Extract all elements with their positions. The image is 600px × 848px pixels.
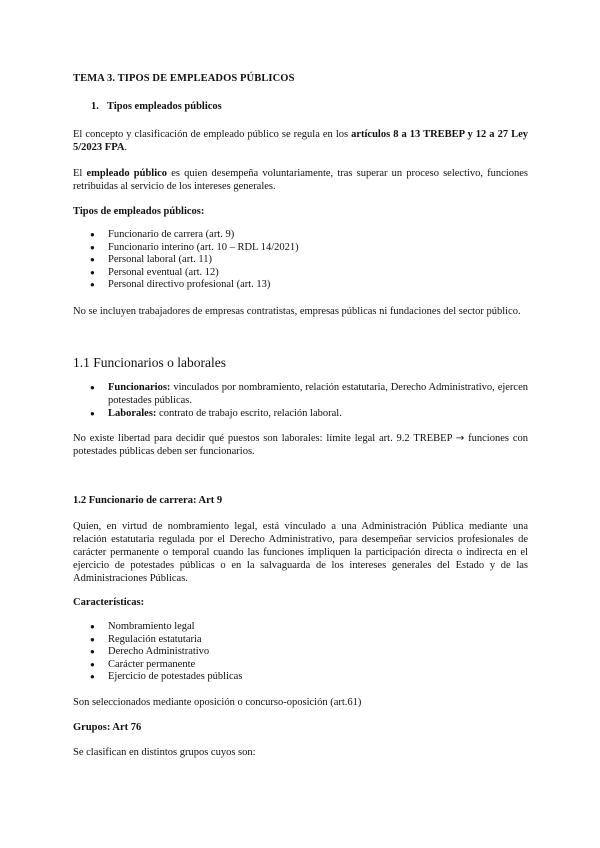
list-item bbox=[73, 407, 528, 420]
list-item: ● Personal directivo profesional (art. 13) bbox=[73, 279, 528, 292]
list-item: ● Carácter permanente bbox=[73, 659, 528, 672]
section-1-1-heading: 1.1 Funcionarios o laborales bbox=[73, 355, 226, 370]
list-item: ● Derecho Administrativo bbox=[73, 646, 528, 659]
exclusion-paragraph bbox=[73, 305, 528, 318]
section-1-title: Tipos empleados públicos bbox=[107, 101, 222, 112]
section-1-heading bbox=[91, 101, 222, 112]
career-definition-text: Quien, en virtud de nombramiento legal, está vinculado a una Administración Pública mediante una relación estatutaria regulada por el Derecho Administrativo, para desempeñar servicios profesionales de carácter permanente o temporal cuando las funciones impliquen la participación directa o indirecta en el ejercicio de potestades públicas o en la salvaguarda de los intereses generales del Estado y de las Administraciones Públicas. bbox=[73, 521, 528, 584]
list-item: ● Personal laboral (art. 11) bbox=[73, 254, 528, 267]
note-text-2: funciones con potestades públicas deben ser funcionarios. bbox=[73, 433, 528, 457]
groups-text: Se clasifican en distintos grupos cuyos son: bbox=[73, 747, 256, 758]
document-title: TEMA 3. TIPOS DE EMPLEADOS PÚBLICOS bbox=[73, 73, 295, 84]
intro-paragraph bbox=[73, 128, 528, 154]
section-1-1-list bbox=[73, 381, 528, 420]
definition-paragraph bbox=[73, 167, 528, 193]
note-text-1: No existe libertad para decidir qué puestos son laborales: límite legal art. 9.2 TREBEP bbox=[73, 433, 456, 444]
definition-text-2: es quien desempeña voluntariamente, tras superar un proceso selectivo, funciones retribuidas al servicio de los intereses generales. bbox=[73, 168, 528, 192]
list-item: ● Nombramiento legal bbox=[73, 621, 528, 634]
exclusion-text: No se incluyen trabajadores de empresas contratistas, empresas públicas ni fundaciones del sector público. bbox=[73, 306, 521, 317]
arrow-right-icon: → bbox=[455, 433, 465, 444]
list-item: ● Personal eventual (art. 12) bbox=[73, 267, 528, 280]
definition-text-1: El bbox=[73, 168, 87, 179]
list-item: ● Regulación estatutaria bbox=[73, 634, 528, 647]
item-text: contrato de trabajo escrito, relación laboral. bbox=[156, 408, 342, 419]
career-definition-paragraph bbox=[73, 520, 528, 585]
selection-text: Son seleccionados mediante oposición o concurso-oposición (art.61) bbox=[73, 697, 362, 708]
list-item bbox=[73, 381, 528, 407]
item-label: Funcionarios: bbox=[108, 382, 171, 393]
list-item: ● Funcionario de carrera (art. 9) bbox=[73, 229, 528, 242]
characteristics-list bbox=[73, 621, 528, 684]
intro-text-1: El concepto y clasificación de empleado público se regula en los bbox=[73, 129, 352, 140]
item-text: vinculados por nombramiento, relación estatutaria, Derecho Administrativo, ejercen potestades públicas. bbox=[108, 382, 528, 406]
section-1-2-heading: 1.2 Funcionario de carrera: Art 9 bbox=[73, 495, 223, 506]
intro-articles: artículos 8 a 13 TREBEP y 12 a 27 Ley 5/2023 FPA bbox=[73, 129, 529, 153]
groups-heading: Grupos: Art 76 bbox=[73, 722, 142, 733]
types-heading: Tipos de empleados públicos: bbox=[73, 206, 205, 217]
list-item: ● Funcionario interino (art. 10 – RDL 14/2021) bbox=[73, 242, 528, 255]
note-paragraph bbox=[73, 432, 528, 458]
characteristics-heading: Características: bbox=[73, 597, 145, 608]
item-label: Laborales: bbox=[108, 408, 157, 419]
section-1-number: 1. bbox=[91, 101, 99, 112]
list-item: ● Ejercicio de potestades públicas bbox=[73, 671, 528, 684]
intro-text-2: . bbox=[124, 142, 128, 153]
definition-term: empleado público bbox=[86, 168, 168, 179]
types-list bbox=[73, 229, 528, 292]
